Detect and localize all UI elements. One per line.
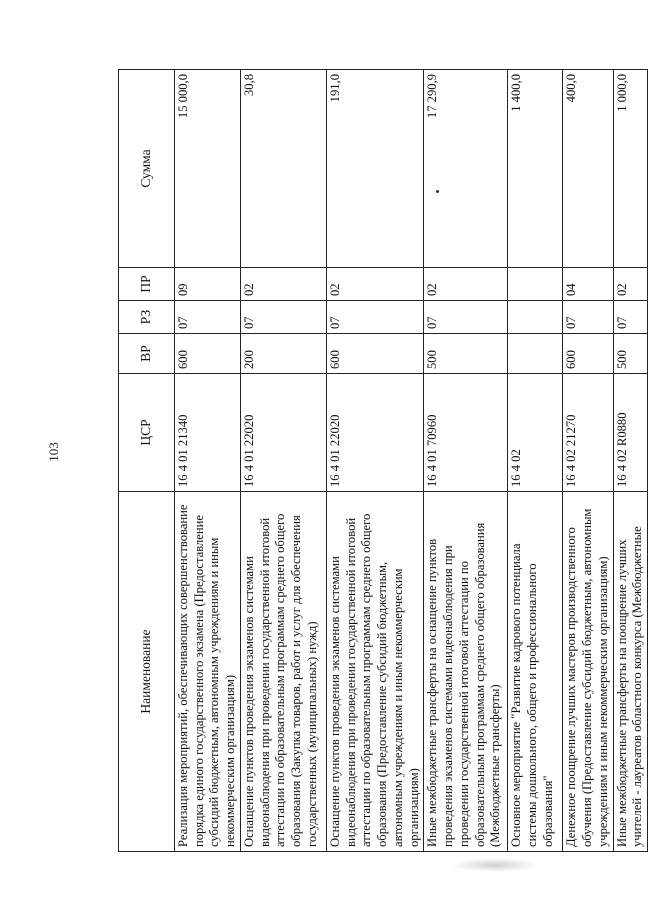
cell-sum: 1 000,0 xyxy=(613,70,647,268)
cell-vr: 200 xyxy=(240,334,326,374)
cell-vr xyxy=(508,334,563,374)
cell-vr: 600 xyxy=(175,334,241,374)
scan-smudge xyxy=(450,858,540,872)
cell-pr: 02 xyxy=(424,268,508,301)
table-header-row xyxy=(119,70,175,852)
cell-sum: 191,0 xyxy=(326,70,423,268)
cell-sum: 30,8 xyxy=(240,70,326,268)
budget-table-sheet xyxy=(118,70,645,852)
cell-rz: 07 xyxy=(424,301,508,334)
cell-vr: 600 xyxy=(563,334,613,374)
cell-csr: 16 4 01 70960 xyxy=(424,374,508,492)
header-name: Наименование xyxy=(119,492,175,852)
cell-pr: 02 xyxy=(240,268,326,301)
cell-csr: 16 4 01 22020 xyxy=(326,374,423,492)
cell-csr: 16 4 01 21340 xyxy=(175,374,241,492)
cell-pr: 04 xyxy=(563,268,613,301)
table-row xyxy=(508,70,563,852)
cell-rz: 07 xyxy=(240,301,326,334)
budget-table xyxy=(118,69,648,852)
stray-dot-mark xyxy=(436,190,439,193)
table-row xyxy=(563,70,613,852)
table-row xyxy=(424,70,508,852)
cell-sum: 1 400,0 xyxy=(508,70,563,268)
cell-csr: 16 4 02 R0880 xyxy=(613,374,647,492)
cell-name: Основное мероприятие "Развитие кадрового потенциала системы дошкольного, общего и профессионального образования" xyxy=(508,492,563,852)
cell-sum: 17 290,9 xyxy=(424,70,508,268)
cell-rz: 07 xyxy=(563,301,613,334)
cell-pr: 09 xyxy=(175,268,241,301)
cell-rz: 07 xyxy=(175,301,241,334)
cell-vr: 500 xyxy=(613,334,647,374)
table-row xyxy=(175,70,241,852)
cell-csr: 16 4 02 xyxy=(508,374,563,492)
cell-rz: 07 xyxy=(613,301,647,334)
header-csr: ЦСР xyxy=(119,374,175,492)
cell-csr: 16 4 01 22020 xyxy=(240,374,326,492)
cell-pr: 02 xyxy=(613,268,647,301)
table-row xyxy=(240,70,326,852)
cell-pr: 02 xyxy=(326,268,423,301)
cell-name: Оснащение пунктов проведения экзаменов системами видеонаблюдения при проведении государственной итоговой аттестации по образовательным программам среднего общего образования (Предоставление субсидий бюджетным, автономным учреждениям и иным некоммерческим организациям) xyxy=(326,492,423,852)
cell-vr: 500 xyxy=(424,334,508,374)
cell-sum: 15 000,0 xyxy=(175,70,241,268)
header-sum: Сумма xyxy=(119,70,175,268)
header-vr: ВР xyxy=(119,334,175,374)
table-row xyxy=(326,70,423,852)
page-number: 103 xyxy=(46,442,61,462)
cell-vr: 600 xyxy=(326,334,423,374)
cell-rz: 07 xyxy=(326,301,423,334)
cell-name: Денежное поощрение лучших мастеров производственного обучения (Предоставление субсидий бюджетным, автономным учреждениям и иным некоммерческим организациям) xyxy=(563,492,613,852)
rotated-table-container xyxy=(118,70,645,852)
header-rz: РЗ xyxy=(119,301,175,334)
header-pr: ПР xyxy=(119,268,175,301)
cell-sum: 400,0 xyxy=(563,70,613,268)
cell-name: Оснащение пунктов проведения экзаменов системами видеонаблюдения при проведении государственной итоговой аттестации по образовательным программам среднего общего образования (Закупка товаров, работ и услуг для обеспечения государственных (муниципальных) нужд) xyxy=(240,492,326,852)
cell-name: Реализация мероприятий, обеспечивающих совершенствование порядка единого государственного экзамена (Предоставление субсидий бюджетным, автономным учреждениям и иным некоммерческим организациям) xyxy=(175,492,241,852)
table-row xyxy=(613,70,647,852)
cell-pr xyxy=(508,268,563,301)
cell-name: Иные межбюджетные трансферты на поощрение лучших учителей - лауреатов областного конкурса (Межбюджетные xyxy=(613,492,647,852)
cell-csr: 16 4 02 21270 xyxy=(563,374,613,492)
cell-rz xyxy=(508,301,563,334)
cell-name: Иные межбюджетные трансферты на оснащение пунктов проведения экзаменов системами видеонаблюдения при проведении государственной итоговой аттестации по образовательным программам среднего общего образования (Межбюджетные трансферты) xyxy=(424,492,508,852)
